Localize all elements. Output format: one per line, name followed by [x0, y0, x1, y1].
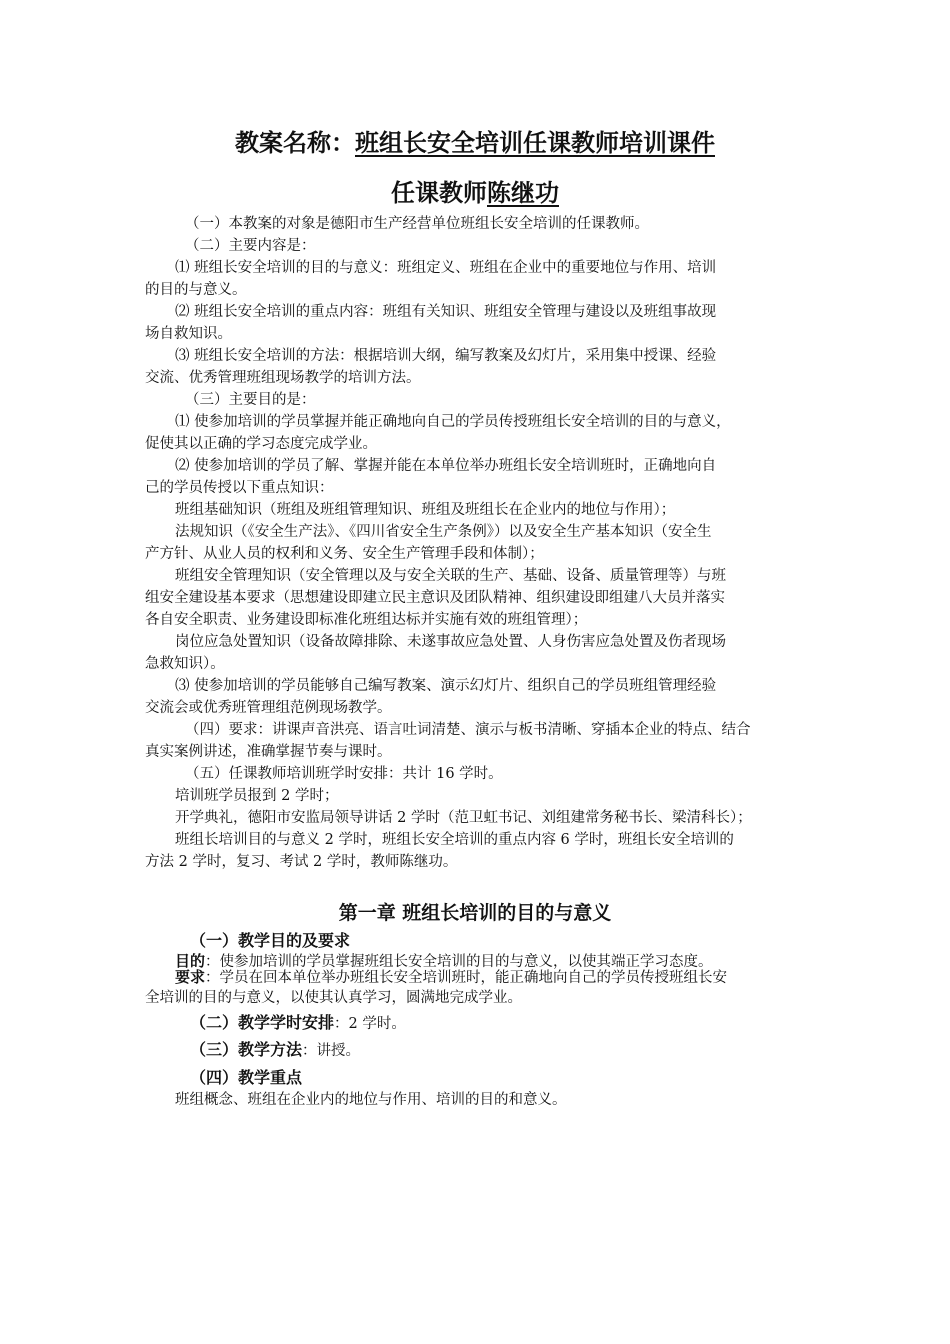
intro-line: ⑶ 班组长安全培训的方法：根据培训大纲，编写教案及幻灯片，采用集中授课、经验: [175, 348, 717, 364]
section-heading: （一）教学目的及要求: [190, 931, 351, 950]
purpose-label: 目的: [175, 952, 206, 970]
intro-line: 班组安全管理知识（安全管理以及与安全关联的生产、基础、设备、质量管理等）与班: [175, 568, 726, 584]
title-prefix: 教案名称：: [235, 129, 355, 157]
require-cont-line: [145, 987, 835, 1009]
section-key-points: [145, 1067, 880, 1090]
intro-line: ⑶ 使参加培训的学员能够自己编写教案、演示幻灯片、组织自己的学员班组管理经验: [175, 678, 717, 694]
intro-line: ⑵ 使参加培训的学员了解、掌握并能在本单位举办班组长安全培训班时，正确地向自: [175, 458, 717, 474]
intro-line: 交流会或优秀班管理组范例现场教学。: [145, 700, 392, 716]
intro-line: 交流、优秀管理班组现场教学的培训方法。: [145, 370, 421, 386]
intro-line: 培训班学员报到 2 学时；: [175, 788, 339, 804]
section-heading: （三）教学方法: [190, 1040, 303, 1059]
intro-line: 班组基础知识（班组及班组管理知识、班组及班组长在企业内的地位与作用）；: [175, 502, 676, 518]
section-text: ：2 学时。: [334, 1016, 406, 1032]
section-heading: （四）教学重点: [190, 1068, 303, 1087]
intro-line: 促使其以正确的学习态度完成学业。: [145, 436, 377, 452]
intro-line: 场自救知识。: [145, 326, 232, 342]
teacher-line: [0, 178, 950, 208]
intro-line: （五）任课教师培训班学时安排：共计 16 学时。: [185, 766, 503, 782]
intro-line: （四）要求：讲课声音洪亮、语言吐词清楚、演示与板书清晰、穿插本企业的特点、结合: [185, 722, 751, 738]
intro-body: [145, 213, 835, 873]
intro-line: 组安全建设基本要求（思想建设即建立民主意识及团队精神、组织建设即组建八大员并落实: [145, 590, 725, 606]
section-heading: （二）教学学时安排: [190, 1013, 335, 1032]
section-hours: [145, 1012, 880, 1035]
chapter-title: 第一章 班组长培训的目的与意义: [338, 902, 612, 924]
section-text: ：讲授。: [302, 1043, 361, 1059]
purpose-text: ：使参加培训的学员掌握班组长安全培训的目的与意义，以使其端正学习态度。: [205, 954, 713, 970]
require-cont: 全培训的目的与意义，以使其认真学习，圆满地完成学业。: [145, 990, 522, 1006]
title-name: 班组长安全培训任课教师培训课件: [355, 129, 715, 157]
teacher-name: 陈继功: [487, 179, 559, 207]
intro-line: 班组长培训目的与意义 2 学时，班组长安全培训的重点内容 6 学时，班组长安全培训的: [175, 832, 734, 848]
intro-line: （三）主要目的是：: [185, 392, 316, 408]
intro-line: 产方针、从业人员的权利和义务、安全生产管理手段和体制）；: [145, 546, 544, 562]
intro-line: （二）主要内容是：: [185, 238, 316, 254]
intro-line: （一）本教案的对象是德阳市生产经营单位班组长安全培训的任课教师。: [185, 216, 649, 232]
intro-line: 急救知识）。: [145, 656, 225, 672]
intro-line: ⑵ 班组长安全培训的重点内容：班组有关知识、班组安全管理与建设以及班组事故现: [175, 304, 717, 320]
intro-line: 各自安全职责、业务建设即标准化班组达标并实施有效的班组管理）；: [145, 612, 588, 628]
intro-line: 法规知识（《安全生产法》、《四川省安全生产条例》）以及安全生产基本知识（安全生: [175, 524, 712, 540]
intro-line: 真实案例讲述，准确掌握节奏与课时。: [145, 744, 392, 760]
require-label: 要求: [175, 968, 206, 986]
key-points-text-line: [145, 1089, 865, 1111]
intro-line: 岗位应急处置知识（设备故障排除、未遂事故应急处置、人身伤害应急处置及伤者现场: [175, 634, 726, 650]
document-title: [0, 128, 950, 158]
teacher-prefix: 任课教师: [391, 179, 487, 207]
key-points-text: 班组概念、班组在企业内的地位与作用、培训的目的和意义。: [175, 1092, 567, 1108]
section-method: [145, 1039, 880, 1062]
require-text: ：学员在回本单位举办班组长安全培训班时，能正确地向自己的学员传授班组长安: [205, 970, 728, 986]
require-line: [145, 966, 865, 989]
intro-line: ⑴ 班组长安全培训的目的与意义：班组定义、班组在企业中的重要地位与作用、培训: [175, 260, 717, 276]
intro-line: ⑴ 使参加培训的学员掌握并能正确地向自己的学员传授班组长安全培训的目的与意义，: [175, 414, 731, 430]
intro-line: 开学典礼，德阳市安监局领导讲话 2 学时（范卫虹书记、刘组建常务秘书长、梁清科长）；: [175, 810, 752, 826]
intro-line: 己的学员传授以下重点知识：: [145, 480, 334, 496]
intro-line: 的目的与意义。: [145, 282, 247, 298]
intro-line: 方法 2 学时，复习、考试 2 学时，教师陈继功。: [145, 854, 458, 870]
